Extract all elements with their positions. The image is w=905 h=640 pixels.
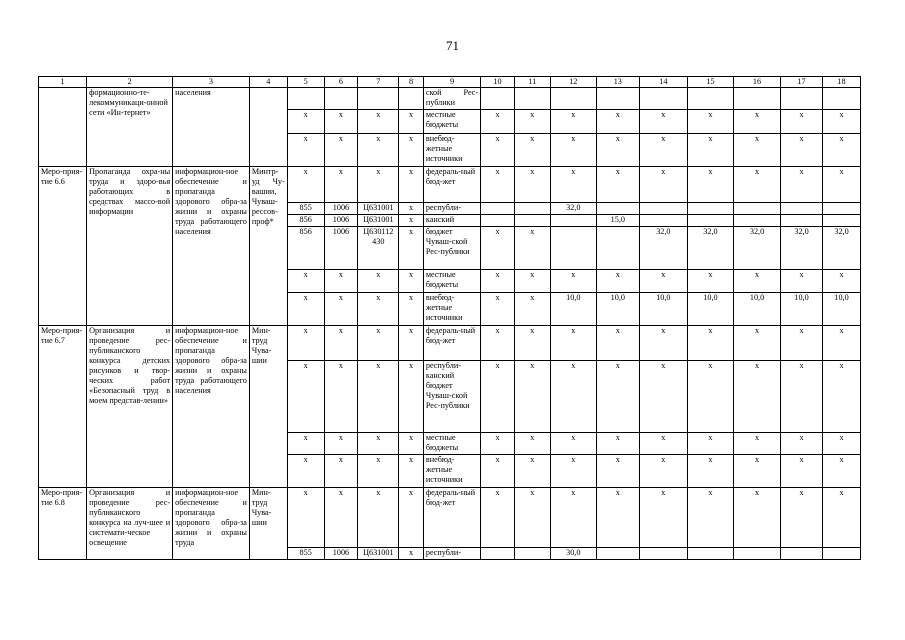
amount-cell: x bbox=[481, 326, 515, 361]
amount-cell bbox=[823, 548, 861, 560]
section-code-cell: 1006 bbox=[324, 227, 358, 270]
section-code-cell: x bbox=[324, 110, 358, 134]
amount-cell: x bbox=[733, 326, 780, 361]
measure-name-cell: формационно-те-лекоммуникаци-онной сети «Ин-тернет» bbox=[87, 88, 173, 167]
amount-cell: 15,0 bbox=[596, 215, 639, 227]
amount-cell bbox=[733, 215, 780, 227]
type-code-cell: x bbox=[399, 215, 424, 227]
measure-number-cell: Меро-прия-тие 6.6 bbox=[39, 167, 87, 326]
section-code-cell: x bbox=[324, 455, 358, 488]
amount-cell: x bbox=[550, 455, 596, 488]
amount-cell bbox=[781, 88, 823, 110]
amount-cell: x bbox=[733, 167, 780, 203]
amount-cell: x bbox=[823, 167, 861, 203]
target-code-cell: x bbox=[358, 167, 399, 203]
amount-cell bbox=[514, 548, 550, 560]
section-code-cell: x bbox=[324, 270, 358, 293]
funding-source-cell: республи- bbox=[423, 548, 480, 560]
column-number-header: 6 bbox=[324, 77, 358, 88]
section-code-cell: x bbox=[324, 134, 358, 167]
amount-cell: x bbox=[639, 167, 687, 203]
gr-code-cell: 856 bbox=[287, 227, 324, 270]
amount-cell: x bbox=[550, 167, 596, 203]
amount-cell: x bbox=[596, 433, 639, 455]
target-code-cell: x bbox=[358, 455, 399, 488]
amount-cell: x bbox=[596, 270, 639, 293]
table-row bbox=[39, 77, 861, 88]
executor-cell: Мин-труд Чува-шии bbox=[249, 326, 287, 488]
amount-cell bbox=[596, 203, 639, 215]
measure-number-cell bbox=[39, 88, 87, 167]
target-code-cell: Ц631001 bbox=[358, 215, 399, 227]
section-code-cell: x bbox=[324, 488, 358, 548]
column-number-header: 11 bbox=[514, 77, 550, 88]
column-number-header: 9 bbox=[423, 77, 480, 88]
funding-source-cell: федераль-ный бюд-жет bbox=[423, 326, 480, 361]
amount-cell: x bbox=[481, 110, 515, 134]
section-code-cell: 1006 bbox=[324, 215, 358, 227]
amount-cell bbox=[596, 227, 639, 270]
amount-cell: 10,0 bbox=[733, 293, 780, 326]
amount-cell bbox=[481, 548, 515, 560]
gr-code-cell: x bbox=[287, 361, 324, 433]
amount-cell: x bbox=[481, 488, 515, 548]
funding-source-cell: федераль-ный бюд-жет bbox=[423, 167, 480, 203]
amount-cell: 32,0 bbox=[823, 227, 861, 270]
amount-cell: 10,0 bbox=[687, 293, 733, 326]
amount-cell: x bbox=[687, 455, 733, 488]
amount-cell: 32,0 bbox=[687, 227, 733, 270]
amount-cell: 32,0 bbox=[781, 227, 823, 270]
amount-cell: x bbox=[481, 433, 515, 455]
column-number-header: 18 bbox=[823, 77, 861, 88]
table-row bbox=[39, 326, 861, 361]
funding-source-cell: внебюд-жетные источники bbox=[423, 134, 480, 167]
gr-code-cell: 855 bbox=[287, 548, 324, 560]
amount-cell: x bbox=[514, 455, 550, 488]
amount-cell: x bbox=[733, 110, 780, 134]
target-code-cell: x bbox=[358, 293, 399, 326]
amount-cell: x bbox=[823, 134, 861, 167]
amount-cell: 10,0 bbox=[781, 293, 823, 326]
amount-cell: x bbox=[733, 433, 780, 455]
amount-cell bbox=[639, 215, 687, 227]
amount-cell bbox=[639, 548, 687, 560]
amount-cell: 10,0 bbox=[596, 293, 639, 326]
amount-cell bbox=[823, 88, 861, 110]
amount-cell: x bbox=[550, 361, 596, 433]
type-code-cell bbox=[399, 88, 424, 110]
type-code-cell: x bbox=[399, 227, 424, 270]
amount-cell: x bbox=[781, 361, 823, 433]
amount-cell: x bbox=[733, 270, 780, 293]
amount-cell: x bbox=[639, 270, 687, 293]
measure-name-cell: Организация и проведение рес-публиканского конкурса детских рисунков и твор-ческих работ «Безопасный труд в моем представ-лении» bbox=[87, 326, 173, 488]
funding-source-cell: республи- bbox=[423, 203, 480, 215]
type-code-cell: x bbox=[399, 134, 424, 167]
amount-cell bbox=[687, 88, 733, 110]
amount-cell bbox=[687, 548, 733, 560]
type-code-cell: x bbox=[399, 548, 424, 560]
amount-cell bbox=[781, 203, 823, 215]
amount-cell: x bbox=[550, 326, 596, 361]
amount-cell: x bbox=[687, 134, 733, 167]
amount-cell: x bbox=[823, 455, 861, 488]
type-code-cell: x bbox=[399, 433, 424, 455]
amount-cell bbox=[823, 215, 861, 227]
amount-cell: x bbox=[596, 326, 639, 361]
column-number-header: 17 bbox=[781, 77, 823, 88]
table-row bbox=[39, 488, 861, 548]
gr-code-cell: x bbox=[287, 134, 324, 167]
amount-cell: x bbox=[823, 433, 861, 455]
program-table bbox=[38, 76, 861, 560]
amount-cell: x bbox=[687, 326, 733, 361]
amount-cell: x bbox=[514, 488, 550, 548]
amount-cell bbox=[733, 203, 780, 215]
measure-purpose-cell: информацион-ное обеспечение и пропаганда здорового обра-за жизни и охраны труда bbox=[173, 488, 250, 560]
section-code-cell: x bbox=[324, 361, 358, 433]
amount-cell: x bbox=[781, 167, 823, 203]
gr-code-cell: x bbox=[287, 110, 324, 134]
amount-cell: x bbox=[823, 270, 861, 293]
target-code-cell: x bbox=[358, 326, 399, 361]
amount-cell: x bbox=[733, 455, 780, 488]
amount-cell: x bbox=[639, 134, 687, 167]
column-number-header: 10 bbox=[481, 77, 515, 88]
target-code-cell: x bbox=[358, 433, 399, 455]
gr-code-cell: x bbox=[287, 167, 324, 203]
funding-source-cell: канский bbox=[423, 215, 480, 227]
amount-cell: x bbox=[514, 326, 550, 361]
gr-code-cell: x bbox=[287, 293, 324, 326]
amount-cell: x bbox=[823, 488, 861, 548]
amount-cell: x bbox=[596, 455, 639, 488]
section-code-cell: x bbox=[324, 326, 358, 361]
column-number-header: 5 bbox=[287, 77, 324, 88]
gr-code-cell: x bbox=[287, 433, 324, 455]
amount-cell bbox=[823, 203, 861, 215]
amount-cell: x bbox=[781, 270, 823, 293]
amount-cell: x bbox=[550, 488, 596, 548]
amount-cell: x bbox=[596, 110, 639, 134]
amount-cell: x bbox=[514, 167, 550, 203]
measure-number-cell: Меро-прия-тие 6.8 bbox=[39, 488, 87, 560]
target-code-cell: x bbox=[358, 361, 399, 433]
amount-cell: x bbox=[550, 134, 596, 167]
amount-cell: 30,0 bbox=[550, 548, 596, 560]
amount-cell: x bbox=[781, 488, 823, 548]
amount-cell: x bbox=[481, 227, 515, 270]
section-code-cell: x bbox=[324, 433, 358, 455]
amount-cell: x bbox=[596, 488, 639, 548]
amount-cell: x bbox=[481, 293, 515, 326]
amount-cell bbox=[781, 548, 823, 560]
column-number-header: 7 bbox=[358, 77, 399, 88]
type-code-cell: x bbox=[399, 203, 424, 215]
amount-cell: x bbox=[781, 134, 823, 167]
amount-cell bbox=[687, 215, 733, 227]
section-code-cell: x bbox=[324, 167, 358, 203]
type-code-cell: x bbox=[399, 167, 424, 203]
amount-cell: x bbox=[687, 167, 733, 203]
measure-purpose-cell: информацион-ное обеспечение и пропаганда здорового обра-за жизни и охраны труда работающего населения bbox=[173, 167, 250, 326]
column-number-header: 4 bbox=[249, 77, 287, 88]
amount-cell bbox=[481, 215, 515, 227]
amount-cell: x bbox=[514, 293, 550, 326]
gr-code-cell: x bbox=[287, 455, 324, 488]
measure-name-cell: Пропаганда охра-ны труда и здоро-вья работающих в средствах массо-вой информации bbox=[87, 167, 173, 326]
amount-cell bbox=[733, 548, 780, 560]
column-number-header: 3 bbox=[173, 77, 250, 88]
amount-cell: 10,0 bbox=[639, 293, 687, 326]
amount-cell: x bbox=[639, 110, 687, 134]
measure-name-cell: Организация и проведение рес-публиканского конкурса на луч-шее и системати-ческое освещение bbox=[87, 488, 173, 560]
amount-cell bbox=[550, 215, 596, 227]
measure-purpose-cell: информацион-ное обеспечение и пропаганда здорового обра-за жизни и охраны труда работающего населения bbox=[173, 326, 250, 488]
amount-cell: x bbox=[550, 433, 596, 455]
amount-cell: x bbox=[639, 433, 687, 455]
executor-cell: Минтр-уд Чу-вашии, Чуваш-рессов-проф* bbox=[249, 167, 287, 326]
section-code-cell: 1006 bbox=[324, 203, 358, 215]
amount-cell: x bbox=[687, 433, 733, 455]
amount-cell: x bbox=[639, 455, 687, 488]
amount-cell: x bbox=[639, 361, 687, 433]
amount-cell: x bbox=[687, 361, 733, 433]
amount-cell: x bbox=[514, 227, 550, 270]
section-code-cell: 1006 bbox=[324, 548, 358, 560]
amount-cell bbox=[550, 88, 596, 110]
amount-cell: x bbox=[596, 167, 639, 203]
executor-cell bbox=[249, 88, 287, 167]
amount-cell bbox=[596, 548, 639, 560]
amount-cell: x bbox=[514, 361, 550, 433]
amount-cell: x bbox=[687, 488, 733, 548]
target-code-cell: x bbox=[358, 270, 399, 293]
section-code-cell bbox=[324, 88, 358, 110]
measure-purpose-cell: населения bbox=[173, 88, 250, 167]
amount-cell: x bbox=[823, 361, 861, 433]
amount-cell: x bbox=[550, 270, 596, 293]
amount-cell bbox=[639, 203, 687, 215]
amount-cell: x bbox=[481, 455, 515, 488]
funding-source-cell: республи-канский бюджет Чуваш-ской Рес-публики bbox=[423, 361, 480, 433]
measure-number-cell: Меро-прия-тие 6.7 bbox=[39, 326, 87, 488]
page-number: 71 bbox=[446, 38, 459, 53]
amount-cell: 32,0 bbox=[733, 227, 780, 270]
type-code-cell: x bbox=[399, 110, 424, 134]
column-number-header: 15 bbox=[687, 77, 733, 88]
amount-cell: x bbox=[514, 110, 550, 134]
executor-cell: Мин-труд Чува-шии bbox=[249, 488, 287, 560]
amount-cell: x bbox=[596, 361, 639, 433]
funding-source-cell: ской Рес-публики bbox=[423, 88, 480, 110]
amount-cell: x bbox=[639, 488, 687, 548]
amount-cell bbox=[481, 88, 515, 110]
amount-cell: x bbox=[481, 167, 515, 203]
amount-cell: x bbox=[514, 270, 550, 293]
amount-cell: 10,0 bbox=[550, 293, 596, 326]
amount-cell bbox=[514, 203, 550, 215]
amount-cell: x bbox=[823, 110, 861, 134]
amount-cell: x bbox=[514, 433, 550, 455]
type-code-cell: x bbox=[399, 270, 424, 293]
gr-code-cell: 855 bbox=[287, 203, 324, 215]
amount-cell: 10,0 bbox=[823, 293, 861, 326]
column-number-header: 2 bbox=[87, 77, 173, 88]
amount-cell: x bbox=[596, 134, 639, 167]
funding-source-cell: бюджет Чуваш-ской Рес-публики bbox=[423, 227, 480, 270]
amount-cell bbox=[687, 203, 733, 215]
type-code-cell: x bbox=[399, 488, 424, 548]
funding-source-cell: внебюд-жетные источники bbox=[423, 455, 480, 488]
amount-cell: x bbox=[733, 134, 780, 167]
amount-cell: x bbox=[823, 326, 861, 361]
amount-cell: x bbox=[733, 361, 780, 433]
target-code-cell bbox=[358, 88, 399, 110]
amount-cell bbox=[596, 88, 639, 110]
amount-cell bbox=[514, 215, 550, 227]
type-code-cell: x bbox=[399, 326, 424, 361]
amount-cell bbox=[639, 88, 687, 110]
amount-cell: x bbox=[687, 110, 733, 134]
amount-cell bbox=[781, 215, 823, 227]
table-row bbox=[39, 167, 861, 203]
target-code-cell: Ц630112 430 bbox=[358, 227, 399, 270]
amount-cell: x bbox=[781, 326, 823, 361]
target-code-cell: x bbox=[358, 488, 399, 548]
funding-source-cell: местные бюджеты bbox=[423, 433, 480, 455]
gr-code-cell bbox=[287, 88, 324, 110]
section-code-cell: x bbox=[324, 293, 358, 326]
gr-code-cell: x bbox=[287, 270, 324, 293]
amount-cell bbox=[550, 227, 596, 270]
amount-cell: x bbox=[481, 134, 515, 167]
table-row bbox=[39, 88, 861, 110]
amount-cell bbox=[514, 88, 550, 110]
column-number-header: 16 bbox=[733, 77, 780, 88]
gr-code-cell: x bbox=[287, 488, 324, 548]
target-code-cell: x bbox=[358, 110, 399, 134]
amount-cell: x bbox=[514, 134, 550, 167]
amount-cell: x bbox=[639, 326, 687, 361]
target-code-cell: Ц631001 bbox=[358, 548, 399, 560]
amount-cell: x bbox=[550, 110, 596, 134]
column-number-header: 14 bbox=[639, 77, 687, 88]
type-code-cell: x bbox=[399, 455, 424, 488]
funding-source-cell: местные бюджеты bbox=[423, 270, 480, 293]
column-number-header: 8 bbox=[399, 77, 424, 88]
amount-cell: x bbox=[781, 433, 823, 455]
target-code-cell: x bbox=[358, 134, 399, 167]
type-code-cell: x bbox=[399, 293, 424, 326]
amount-cell: 32,0 bbox=[550, 203, 596, 215]
column-number-header: 1 bbox=[39, 77, 87, 88]
amount-cell: x bbox=[687, 270, 733, 293]
column-number-header: 13 bbox=[596, 77, 639, 88]
amount-cell: x bbox=[733, 488, 780, 548]
gr-code-cell: 856 bbox=[287, 215, 324, 227]
gr-code-cell: x bbox=[287, 326, 324, 361]
funding-source-cell: местные бюджеты bbox=[423, 110, 480, 134]
amount-cell: x bbox=[481, 361, 515, 433]
amount-cell: x bbox=[781, 455, 823, 488]
type-code-cell: x bbox=[399, 361, 424, 433]
funding-source-cell: внебюд-жетные источники bbox=[423, 293, 480, 326]
amount-cell: x bbox=[481, 270, 515, 293]
amount-cell bbox=[481, 203, 515, 215]
target-code-cell: Ц631001 bbox=[358, 203, 399, 215]
amount-cell bbox=[733, 88, 780, 110]
amount-cell: 32,0 bbox=[639, 227, 687, 270]
amount-cell: x bbox=[781, 110, 823, 134]
column-number-header: 12 bbox=[550, 77, 596, 88]
funding-source-cell: федераль-ный бюд-жет bbox=[423, 488, 480, 548]
